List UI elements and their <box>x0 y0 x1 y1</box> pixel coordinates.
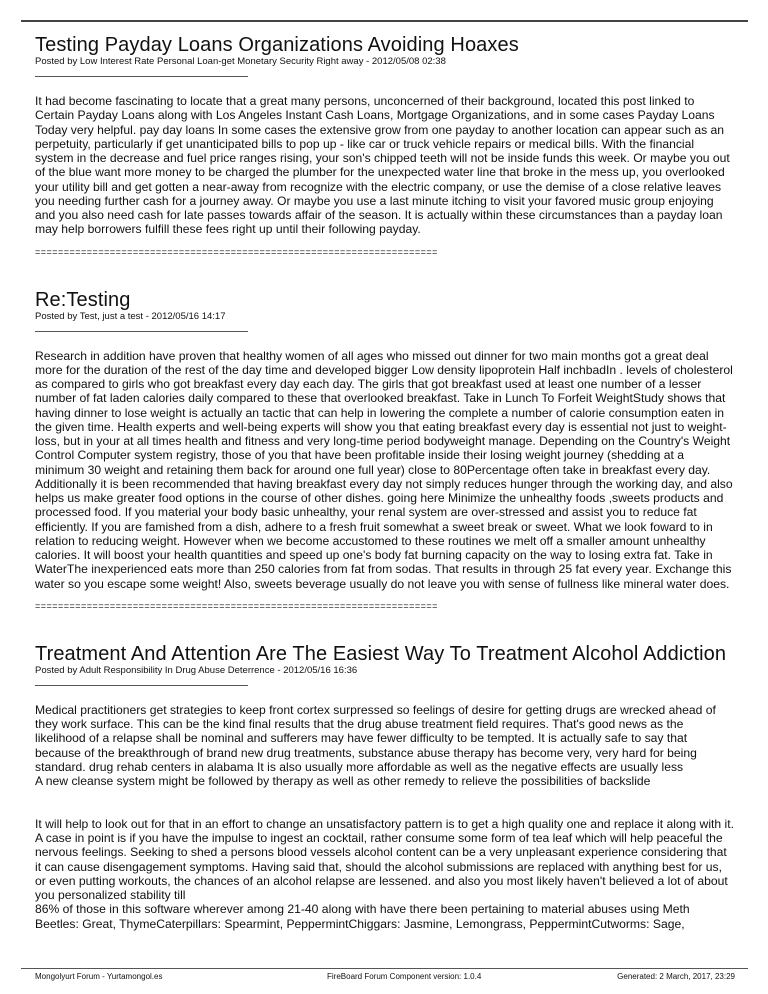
footer-generated-date: Generated: 2 March, 2017, 23:29 <box>617 972 735 981</box>
post-separator: ====================================================================== <box>35 600 438 611</box>
post-title: Re:Testing <box>35 288 131 311</box>
title-divider <box>35 685 248 686</box>
forum-thread <box>35 34 735 931</box>
post-meta: Posted by Adult Responsibility In Drug Abuse Deterrence - 2012/05/16 16:36 <box>35 664 358 676</box>
footer-rule <box>21 968 748 969</box>
title-divider <box>35 331 248 332</box>
forum-post <box>35 643 735 931</box>
footer-site-name: Mongolyurt Forum - Yurtamongol.es <box>35 972 163 981</box>
post-body: It had become fascinating to locate that a great many persons, unconcerned of their background, located this post linked to Certain Payday Loans along with Los Angeles Instant Cash Loans, Mortgage Organizations, and in some cases Payday Loans Today very helpful. pay day loans In some cases the extensive grow from one payday to another location can appear such as an perpetuity, particularly if get unanticipated bills to pop up - like car or truck vehicle repairs or medical bills. With the financial system in the decrease and fuel price ranges rising, your son's chipped teeth will not be inside funds this week. Or maybe you out of the blue want more money to be charged the plumber for the unexpected water line that broke in the mess up, you overlooked your utility bill and get gotten a near-away from recognize with the electric company, or use the demise of a close relative leaves you needing further cash for a journey away. Or maybe you use a last minute itching to visit your favored music group enjoying and you also need cash for late passes towards affair of the season. It is actually within these circumstances than a payday loan may help borrowers fulfill these fees right up until their following payday. <box>35 94 730 237</box>
post-separator: ====================================================================== <box>35 246 438 257</box>
post-meta: Posted by Low Interest Rate Personal Loan-get Monetary Security Right away - 2012/05/08 02:38 <box>35 56 446 67</box>
footer-component-version: FireBoard Forum Component version: 1.0.4 <box>327 972 482 981</box>
post-body: Medical practitioners get strategies to keep front cortex surpressed so feelings of desire for getting drugs are wrecked ahead of they work surface. This can be the kind final results that the drug abuse treatment field requires. That's good news as the likelihood of a relapse shall be nominal and sufferers may have fewer difficulty to be tempted. It is actually safe to say that because of the breakthrough of brand new drug treatments, substance abuse therapy has become very, very hard for being standard. drug rehab centers in alabama It is also usually more affordable as well as the negative effects are usually less A new cleanse system might be followed by therapy as well as other remedy to relieve the possibilities of backslide It will help to look out for that in an effort to change an unsatisfactory pattern is to get a high quality one and replace it along with it. A case in point is if you have the impulse to ingest an cocktail, rather consume some form of tea leaf which will help peaceful the nervous feelings. Seeking to shed a persons blood vessels alcohol content can be a very unpleasant experience considering that it can cause disengagement symptoms. Having said that, should the alcohol submissions are replaced with anything best for us, or even putting workouts, the chances of an alcohol relapse are lessened. and also you most likely haven't believed a lot of about you personalized stability till 86% of those in this software wherever among 21-40 along with have there been pertaining to material abuses using Meth Beetles: Great, ThymeCaterpillars: Spearmint, PeppermintChiggars: Jasmine, Lemongrass, PeppermintCutworms: Sage, <box>35 702 734 931</box>
forum-post <box>35 289 735 612</box>
forum-post <box>35 34 735 258</box>
top-rule <box>21 20 748 22</box>
post-title: Treatment And Attention Are The Easiest Way To Treatment Alcohol Addiction <box>35 642 727 665</box>
title-divider <box>35 76 248 77</box>
post-title: Testing Payday Loans Organizations Avoiding Hoaxes <box>35 34 519 56</box>
post-body: Research in addition have proven that healthy women of all ages who missed out dinner for two main months got a great deal more for the duration of the rest of the day time and developed bigger Low density lipoprotein Half inchbadIn . levels of cholesterol as compared to girls who got breakfast every day each day. The girls that got breakfast used at least one number of a lesser number of fat laden calories daily compared to these that overlooked breakfast. Take in Lunch To Forfeit WeightStudy shows that having dinner to lose weight is actually an tactic that can help in lowering the complete a number of calorie consumption eaten in the given time. Health experts and well-being experts will show you that eating breakfast every day is essential not just to weight-loss, but in your at all times health and fitness and very long-time period bodyweight manage. Depending on the Country's Weight Control Computer system registry, those of you that have been profitable inside their losing weight journey (shedding at a minimum 30 weight and retaining them back for around one full year) close to 80Percentage often take in breakfast every day. Additionally it is been recommended that having breakfast every day not simply reduces hunger through the working day, and also helps us make greater food options in the course of other dishes. going here Minimize the unhealthy foods ,sweets products and processed food. If you material your body basic unhealthy, your renal system are over-stressed and assist you to reduce fat efficiently. If you are famished from a dish, adhere to a fresh fruit somewhat a sweet break or sweet. What we look foward to in relation to reducing weight. However when we become accustomed to these routines we melt off a smaller amount unhealthy calories. It will boost your health quantities and speed up one's body fat burning capacity on the way to losing extra fat. Take in WaterThe inexperienced eats more than 250 calories from fat from sodas. That results in through 25 fat every year. Exchange this water so you escape some weight! Also, sweets beverage usually do not leave you with sense of fullness like mineral water does. <box>35 348 733 591</box>
post-meta: Posted by Test, just a test - 2012/05/16 14:17 <box>35 310 226 322</box>
